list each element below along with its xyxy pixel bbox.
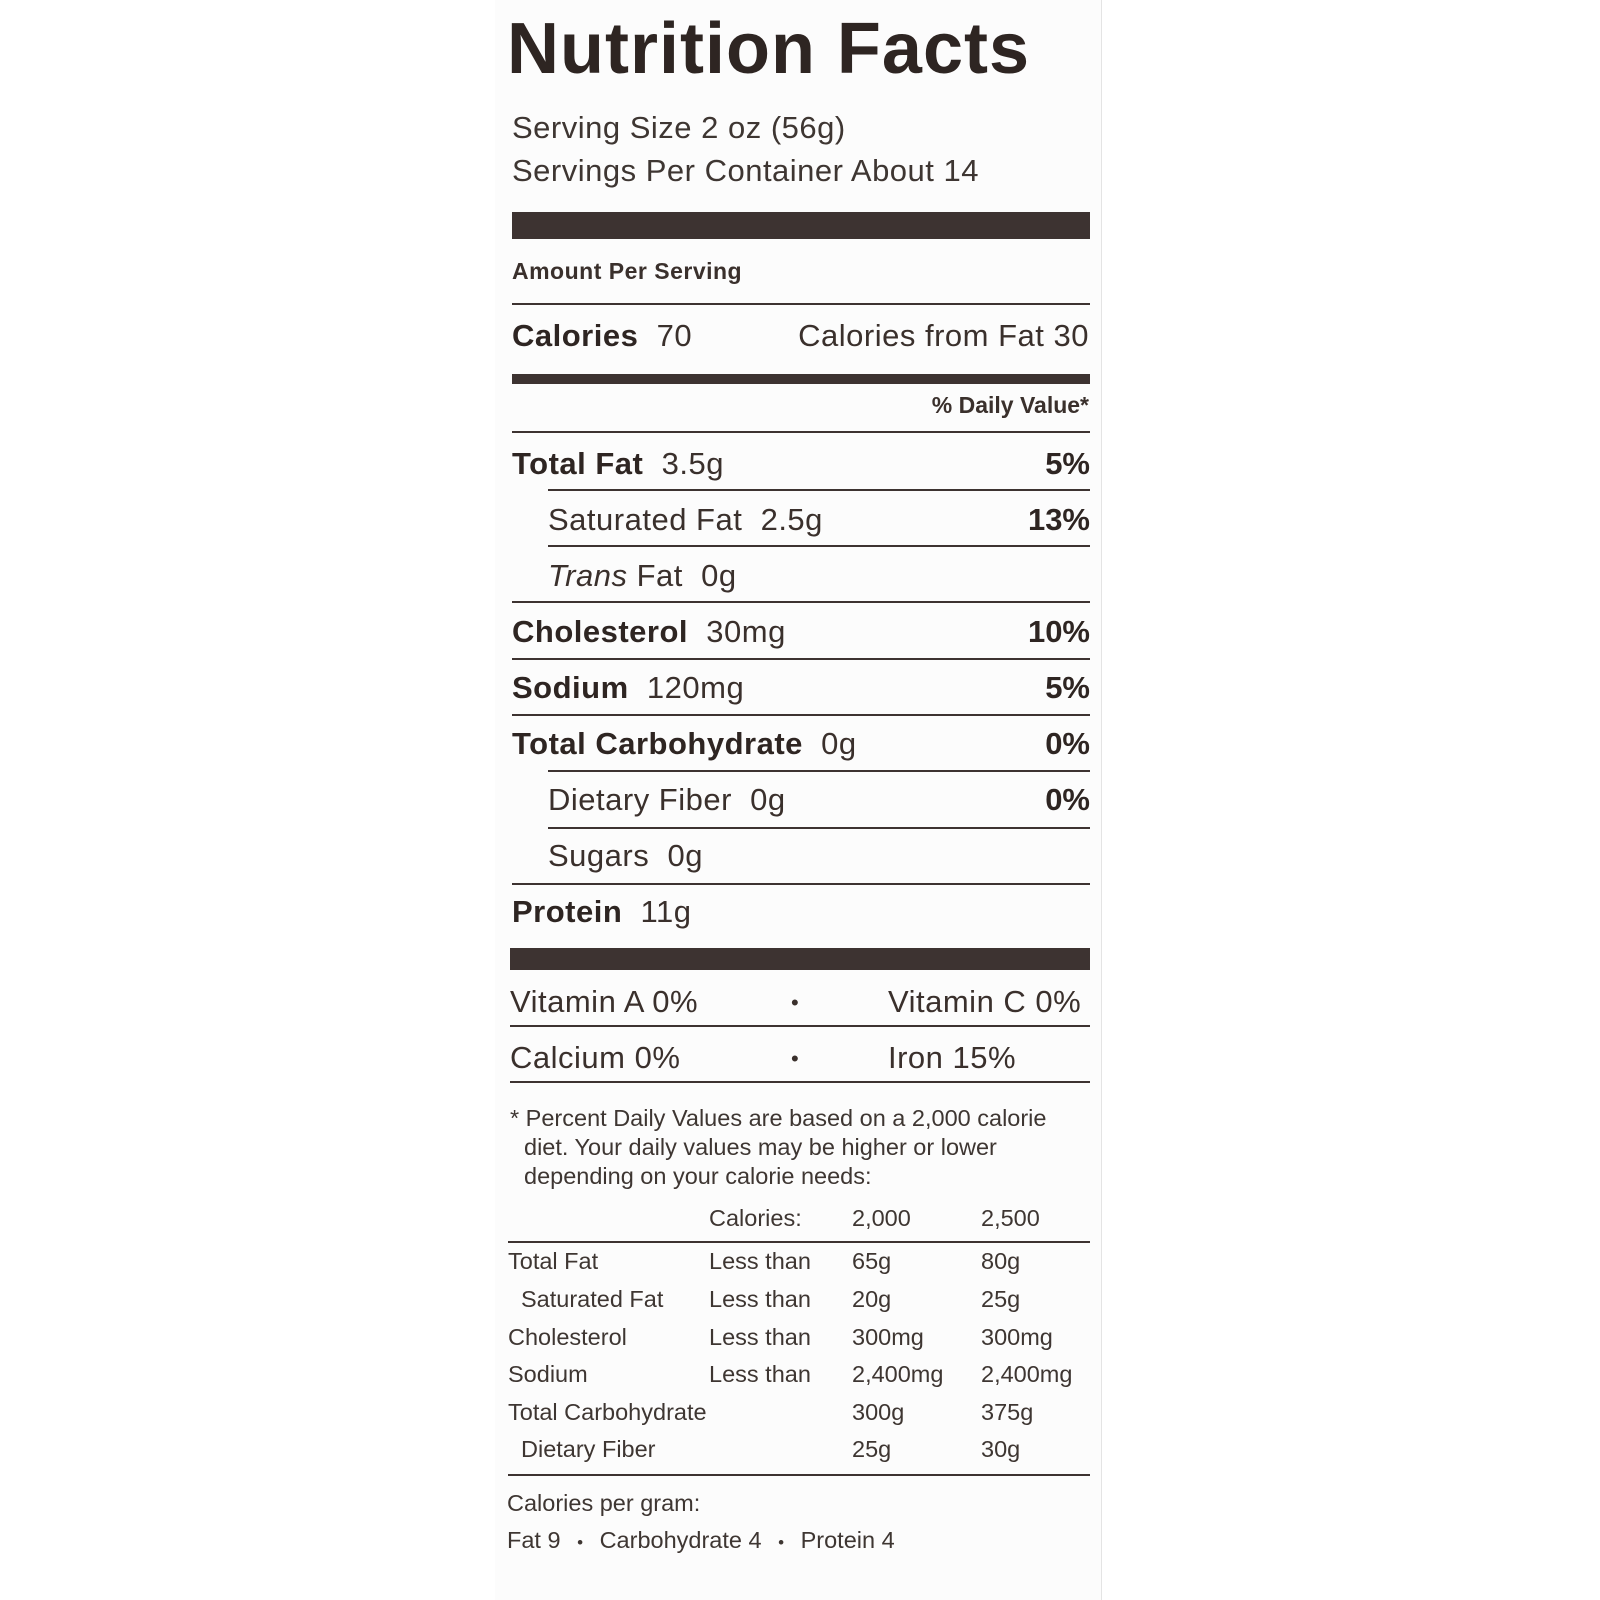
nutrient-amount: 0g: [667, 838, 703, 873]
nutrient-dv: 5%: [1045, 446, 1090, 481]
calories-value: 70: [656, 318, 693, 353]
protein-per-gram: Protein 4: [800, 1527, 895, 1553]
footnote-line: * Percent Daily Values are based on a 2,000 calorie: [510, 1105, 1047, 1131]
ref-row-label: Dietary Fiber: [521, 1436, 656, 1462]
divider: [512, 601, 1090, 603]
nutrient-amount: 30mg: [706, 614, 786, 649]
ref-row-2500: 25g: [981, 1286, 1021, 1312]
ref-row-2000: 300mg: [852, 1324, 924, 1350]
nutrient-amount: 11g: [640, 894, 692, 929]
nutrient-row-sodium: [512, 660, 1090, 716]
nutrient-label: Protein: [512, 894, 623, 929]
nutrient-row-total-fat: [512, 436, 1090, 492]
ref-row-2500: 300mg: [981, 1324, 1053, 1350]
ref-row-qualifier: Less than: [709, 1248, 811, 1274]
divider: [510, 1025, 1090, 1027]
nutrient-dv: 13%: [1027, 502, 1090, 537]
ref-row-2500: 2,400mg: [981, 1361, 1073, 1387]
iron: Iron 15%: [888, 1040, 1017, 1075]
ref-row-qualifier: Less than: [709, 1324, 811, 1350]
medium-divider: [512, 374, 1090, 384]
servings-per-container: Servings Per Container About 14: [512, 153, 979, 188]
ref-row-qualifier: Less than: [709, 1286, 811, 1312]
nutrient-label: Sugars: [548, 838, 650, 873]
thick-divider: [510, 948, 1090, 970]
bullet-separator: •: [791, 990, 799, 1015]
divider: [508, 1241, 1090, 1243]
calories-per-gram-label: Calories per gram:: [507, 1490, 701, 1516]
fat-per-gram: Fat 9: [507, 1527, 561, 1553]
nutrient-label-italic: Trans: [548, 558, 628, 593]
calories-per-gram-values: [507, 1527, 895, 1554]
nutrient-row-dietary-fiber: [512, 772, 1090, 828]
nutrient-dv: 5%: [1045, 670, 1090, 705]
ref-row-2500: 375g: [981, 1399, 1034, 1425]
nutrient-label: Saturated Fat: [548, 502, 743, 537]
ref-row-label: Total Fat: [508, 1248, 599, 1274]
nutrient-row-total-carbohydrate: [512, 716, 1090, 772]
nutrient-amount: 3.5g: [661, 446, 724, 481]
nutrient-row-trans-fat: [512, 548, 1090, 604]
ref-row-2000: 65g: [852, 1248, 892, 1274]
calories-from-fat: Calories from Fat 30: [798, 318, 1089, 353]
ref-row-label: Total Carbohydrate: [508, 1399, 707, 1425]
nutrient-label: Total Carbohydrate: [512, 726, 803, 761]
ref-row-label: Cholesterol: [508, 1324, 627, 1350]
ref-row-label: Sodium: [508, 1361, 588, 1387]
nutrient-label: Dietary Fiber: [548, 782, 732, 817]
ref-row-2000: 300g: [852, 1399, 905, 1425]
nutrient-dv: 0%: [1045, 726, 1090, 761]
ref-row-label: Saturated Fat: [521, 1286, 664, 1312]
divider: [512, 431, 1090, 433]
nutrient-label: Sodium: [512, 670, 629, 705]
divider: [508, 1474, 1090, 1476]
divider: [510, 1081, 1090, 1083]
calcium: Calcium 0%: [510, 1040, 681, 1075]
nutrient-row-protein: [512, 884, 1090, 940]
nutrient-row-saturated-fat: [512, 492, 1090, 548]
divider: [548, 489, 1090, 491]
nutrient-row-cholesterol: [512, 604, 1090, 660]
nutrient-amount: 120mg: [646, 670, 745, 705]
amount-per-serving: Amount Per Serving: [512, 258, 743, 284]
footnote-line: diet. Your daily values may be higher or lower: [524, 1134, 997, 1160]
ref-header-calories: Calories:: [709, 1205, 802, 1231]
serving-size: Serving Size 2 oz (56g): [512, 110, 846, 145]
ref-row-2500: 80g: [981, 1248, 1021, 1274]
divider: [548, 545, 1090, 547]
ref-row-2000: 2,400mg: [852, 1361, 944, 1387]
carb-per-gram: Carbohydrate 4: [599, 1527, 762, 1553]
thick-divider: [512, 212, 1090, 239]
label-title: Nutrition Facts: [507, 9, 1031, 89]
nutrient-label: Fat: [627, 558, 683, 593]
nutrient-amount: 0g: [821, 726, 857, 761]
nutrient-row-sugars: [512, 828, 1090, 884]
bullet-separator: •: [778, 1533, 785, 1552]
nutrient-amount: 2.5g: [760, 502, 823, 537]
nutrient-amount: 0g: [701, 558, 737, 593]
nutrition-label: [495, 0, 1102, 1600]
nutrient-amount: 0g: [750, 782, 786, 817]
bullet-separator: •: [791, 1046, 799, 1071]
ref-header-2500: 2,500: [981, 1205, 1040, 1231]
nutrient-dv: 0%: [1045, 782, 1090, 817]
bullet-separator: •: [577, 1533, 584, 1552]
daily-value-header: % Daily Value*: [931, 392, 1089, 418]
nutrient-label: Total Fat: [512, 446, 644, 481]
vitamin-a: Vitamin A 0%: [510, 984, 699, 1019]
ref-row-2000: 20g: [852, 1286, 892, 1312]
divider: [512, 303, 1090, 305]
footnote-line: depending on your calorie needs:: [524, 1163, 872, 1189]
nutrient-label: Cholesterol: [512, 614, 689, 649]
ref-row-2000: 25g: [852, 1436, 892, 1462]
calories-row: [512, 318, 692, 354]
ref-row-qualifier: Less than: [709, 1361, 811, 1387]
vitamin-c: Vitamin C 0%: [888, 984, 1082, 1019]
ref-row-2500: 30g: [981, 1436, 1021, 1462]
calories-label: Calories: [512, 318, 639, 353]
ref-header-2000: 2,000: [852, 1205, 911, 1231]
nutrient-dv: 10%: [1027, 614, 1090, 649]
